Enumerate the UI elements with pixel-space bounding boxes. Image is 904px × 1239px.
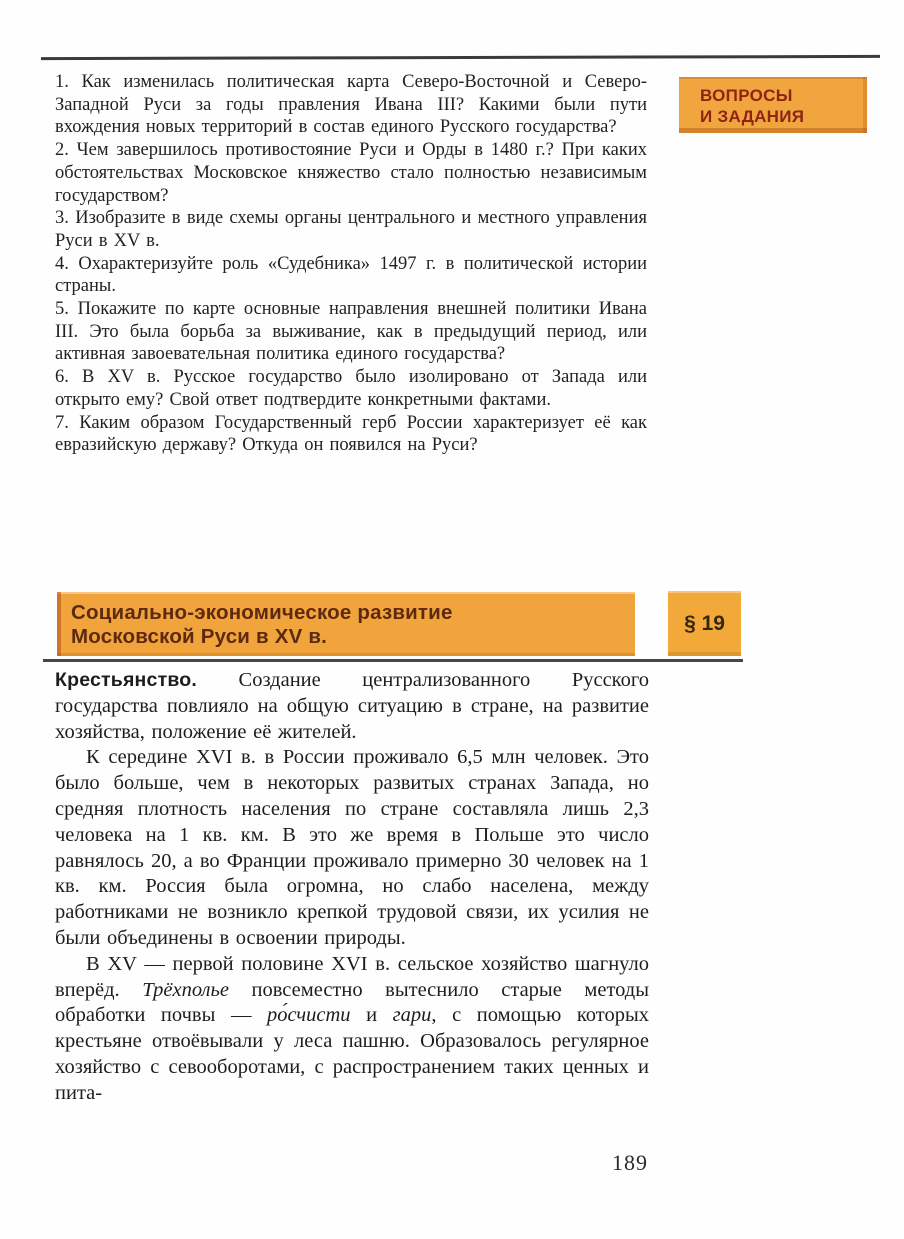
questions-label-line1: ВОПРОСЫ: [700, 86, 793, 105]
text-segment: повсеместно вытеснило старые методы обработки почвы —: [55, 978, 649, 1027]
section-title-line2: Московской Руси в XV в.: [71, 625, 328, 648]
body-paragraph: [55, 745, 649, 951]
question-item: 2. Чем завершилось противостояние Руси и Орды в 1480 г.? При каких обстоятельствах Московское княжество стало полностью независимым государством?: [55, 140, 647, 206]
question-item: 3. Изобразите в виде схемы органы центрального и местного управления Руси в XV в.: [55, 208, 647, 251]
questions-and-tasks-label: [679, 77, 867, 133]
text-segment: Создание централизованного Русского государства повлияло на общую ситуацию в стране, на развитие хозяйства, положение её жителей.: [55, 669, 649, 743]
body-paragraph: [55, 668, 649, 745]
question-item: 6. В XV в. Русское государство было изолировано от Запада или открыто ему? Свой ответ подтвердите конкретными фактами.: [55, 367, 647, 410]
text-segment-italic: Трёхполье: [142, 978, 229, 1001]
section-title-line1: Социально-экономическое развитие: [71, 601, 453, 624]
paragraph-number: § 19: [684, 611, 725, 635]
section-heading: [57, 592, 635, 656]
text-segment-lead: Крестьянство.: [55, 669, 197, 691]
text-segment-italic: гари: [392, 1004, 432, 1027]
questions-label-line2: И ЗАДАНИЯ: [700, 107, 805, 126]
question-item: 4. Охарактеризуйте роль «Судебника» 1497 г. в политической истории страны.: [55, 253, 647, 297]
heading-rule: [43, 659, 743, 662]
text-segment: К середине XVI в. в России проживало 6,5 млн человек. Это было больше, чем в некоторых развитых странах Запада, но средняя плотность населения по стране составляла лишь 2,3 человека на 1 кв. км. В это же время в Польше это число равнялось 20, а во Франции проживало примерно 30 человек на 1 кв. км. Россия была огромна, но слабо населена, между работниками не возникло крепкой трудовой связи, их усилия не были объединены в освоении природы.: [55, 746, 649, 949]
top-rule: [41, 55, 880, 60]
text-segment: , с помощью которых крестьяне отвоёвывали у леса пашню. Образовалось регулярное хозяйство с севооборотами, с распространением таких ценных и пита-: [55, 1004, 649, 1104]
question-item: 7. Каким образом Государственный герб России характеризует её как евразийскую державу? Откуда он появился на Руси?: [55, 412, 647, 456]
text-segment-italic: ро́счисти: [267, 1004, 351, 1027]
questions-block: [55, 71, 647, 457]
text-segment: и: [350, 1004, 393, 1027]
body-text: [55, 668, 649, 1107]
body-paragraph: [55, 952, 649, 1107]
text-segment: В XV — первой половине XVI в. сельское хозяйство шагнуло вперёд.: [55, 952, 649, 1001]
page-number: 189: [612, 1150, 648, 1175]
question-item: 5. Покажите по карте основные направления внешней политики Ивана III. Это была борьба за выживание, как в предыдущий период, или активная завоевательная политика единого государства?: [55, 299, 647, 365]
question-item: 1. Как изменилась политическая карта Северо-Восточной и Северо-Западной Руси за годы правления Ивана III? Какими были пути вхождения новых территорий в состав единого Русского государства?: [55, 72, 647, 138]
paragraph-number-box: [668, 591, 741, 656]
